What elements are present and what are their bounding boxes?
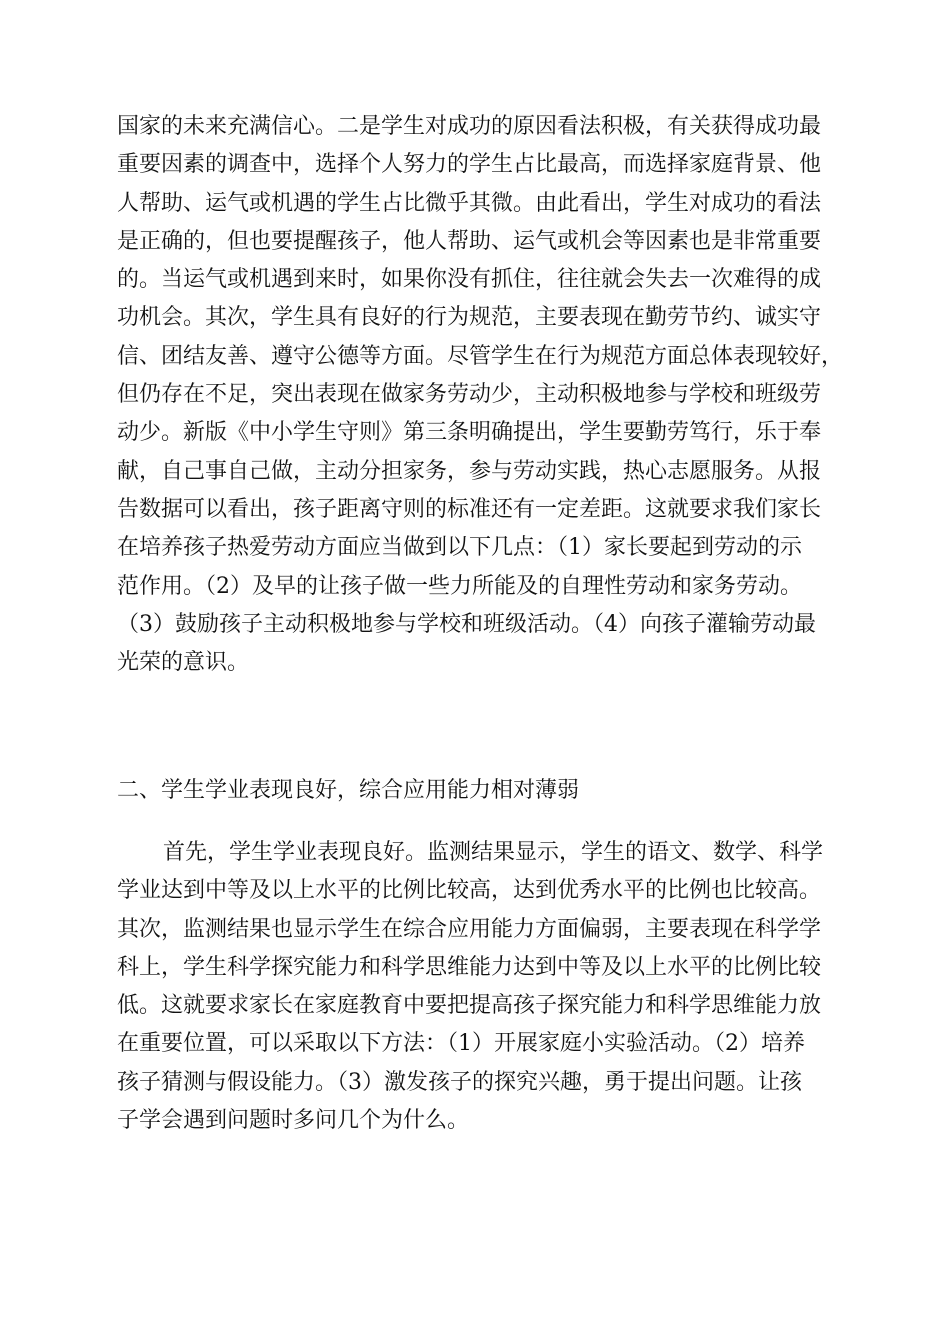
body-paragraph-2	[117, 834, 837, 1140]
paragraph-line: 孩子猜测与假设能力。（3）激发孩子的探究兴趣，勇于提出问题。让孩	[117, 1069, 802, 1095]
section-heading-text: 二、学生学业表现良好，综合应用能力相对薄弱	[117, 778, 580, 803]
paragraph-line: 功机会。其次，学生具有良好的行为规范，主要表现在勤劳节约、诚实守	[117, 305, 822, 331]
paragraph-line: 人帮助、运气或机遇的学生占比微乎其微。由此看出，学生对成功的看法	[117, 190, 822, 216]
paragraph-line: 告数据可以看出，孩子距离守则的标准还有一定差距。这就要求我们家长	[117, 496, 822, 522]
paragraph-line: 信、团结友善、遵守公德等方面。尽管学生在行为规范方面总体表现较好，	[117, 343, 844, 369]
paragraph-line: 其次，监测结果也显示学生在综合应用能力方面偏弱，主要表现在科学学	[117, 916, 822, 942]
paragraph-line: 是正确的，但也要提醒孩子，他人帮助、运气或机会等因素也是非常重要	[117, 228, 822, 254]
paragraph-line: 动少。新版《中小学生守则》第三条明确提出，学生要勤劳笃行，乐于奉	[117, 420, 822, 446]
paragraph-line: 子学会遇到问题时多问几个为什么。	[117, 1108, 470, 1134]
paragraph-line: 低。这就要求家长在家庭教育中要把提高孩子探究能力和科学思维能力放	[117, 993, 822, 1019]
paragraph-line: （3）鼓励孩子主动积极地参与学校和班级活动。（4）向孩子灌输劳动最	[117, 611, 816, 637]
paragraph-line: 首先，学生学业表现良好。监测结果显示，学生的语文、数学、科学	[163, 840, 824, 865]
paragraph-line: 范作用。（2）及早的让孩子做一些力所能及的自理性劳动和家务劳动。	[117, 573, 802, 599]
paragraph-line: 献，自己事自己做，主动分担家务，参与劳动实践，热心志愿服务。从报	[117, 458, 822, 484]
paragraph-line: 的。当运气或机遇到来时，如果你没有抓住，往往就会失去一次难得的成	[117, 267, 822, 293]
section-heading	[117, 772, 837, 810]
paragraph-line: 但仍存在不足，突出表现在做家务劳动少，主动积极地参与学校和班级劳	[117, 382, 822, 408]
paragraph-line: 重要因素的调查中，选择个人努力的学生占比最高，而选择家庭背景、他	[117, 152, 822, 178]
paragraph-line: 在培养孩子热爱劳动方面应当做到以下几点：（1）家长要起到劳动的示	[117, 535, 802, 561]
paragraph-line: 在重要位置，可以采取以下方法：（1）开展家庭小实验活动。（2）培养	[117, 1031, 805, 1057]
paragraph-line: 光荣的意识。	[117, 650, 250, 676]
body-paragraph-1	[117, 108, 844, 682]
paragraph-line: 科上，学生科学探究能力和科学思维能力达到中等及以上水平的比例比较	[117, 954, 822, 980]
paragraph-line: 学业达到中等及以上水平的比例比较高，达到优秀水平的比例也比较高。	[117, 878, 822, 904]
paragraph-line: 国家的未来充满信心。二是学生对成功的原因看法积极，有关获得成功最	[117, 114, 822, 139]
